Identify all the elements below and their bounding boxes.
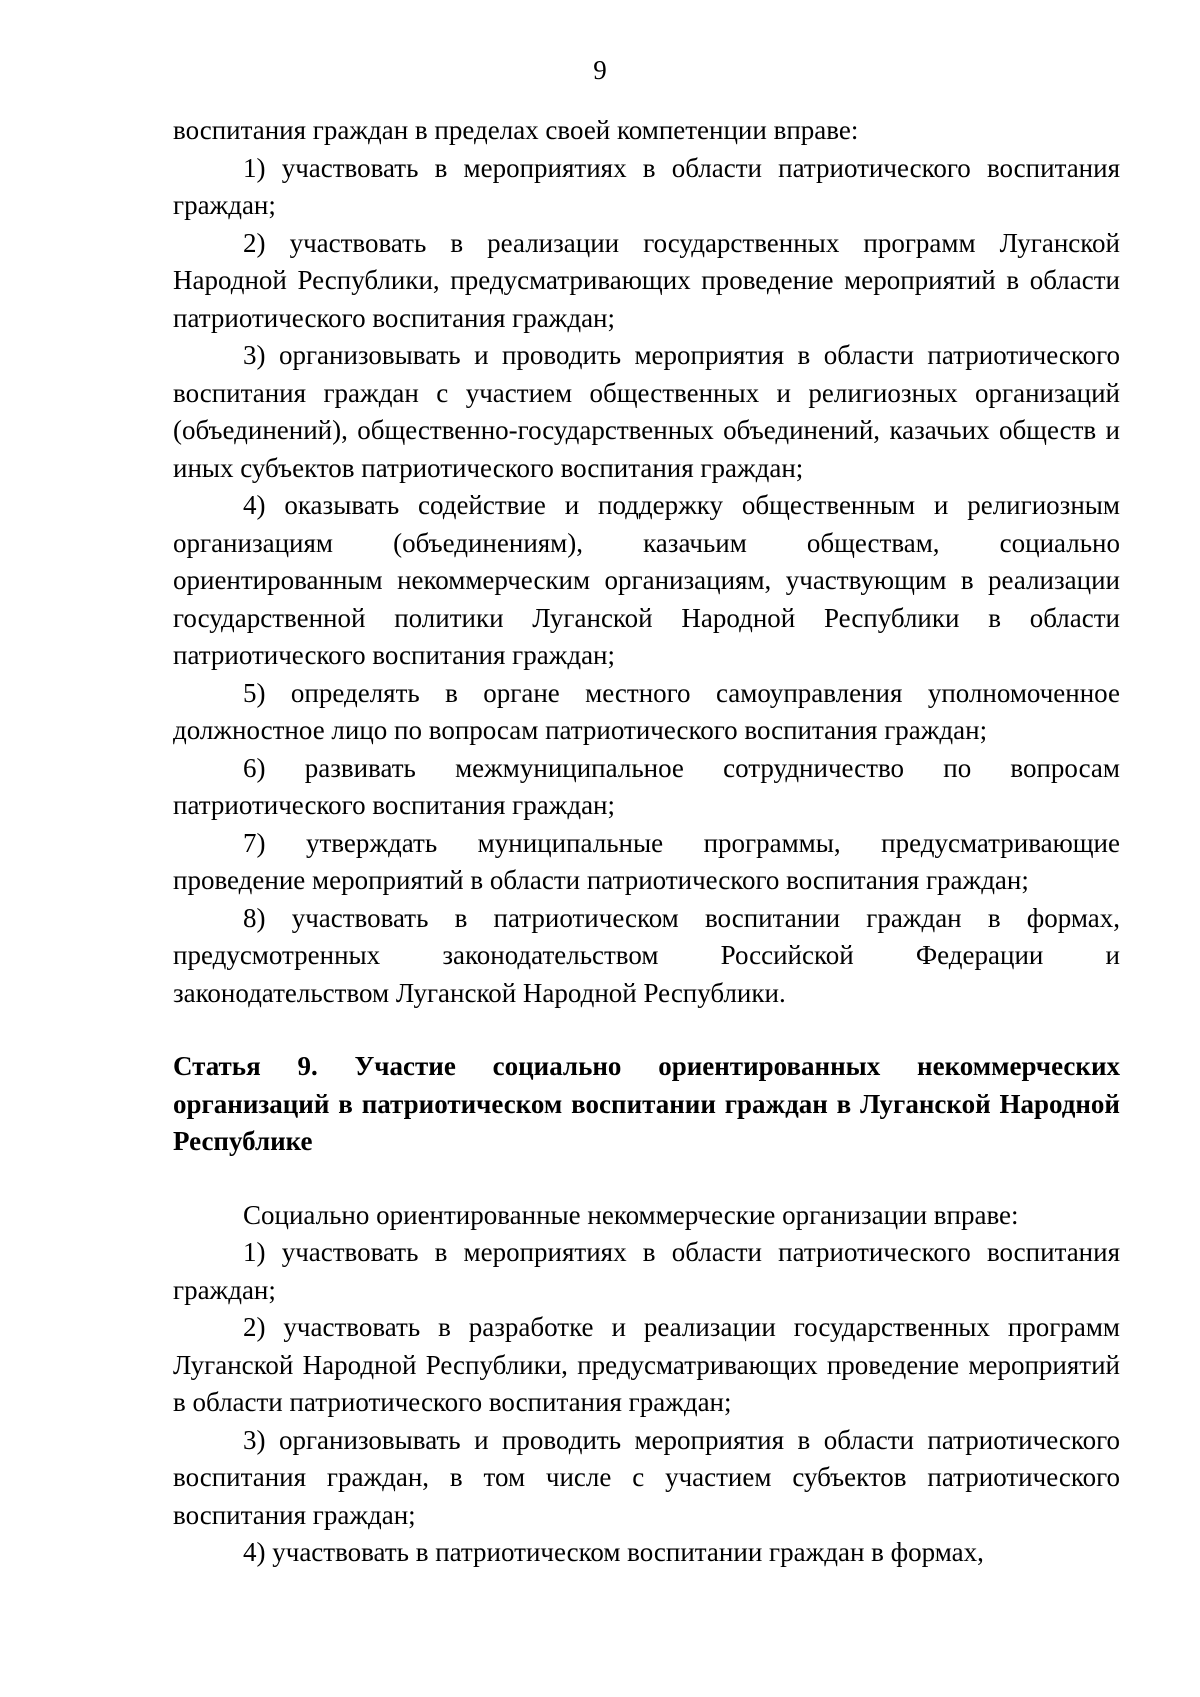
page-number: 9 [593,55,607,85]
list-item: 8) участвовать в патриотическом воспитании граждан в формах, предусмотренных законодательством Российской Федерации и законодательством Луганской Народной Республики. [173,902,1120,1008]
list-item: 7) утверждать муниципальные программы, предусматривающие проведение мероприятий в области патриотического воспитания граждан; [173,827,1120,895]
document-body [173,112,1120,1572]
list-item: 4) оказывать содействие и поддержку общественным и религиозным организациям (объединениям), казачьим обществам, социально ориентированным некоммерческим организациям, участвующим в реализации государственной политики Луганской Народной Республики в области патриотического воспитания граждан; [173,490,1120,670]
list-item: 3) организовывать и проводить мероприятия в области патриотического воспитания граждан, в том числе с участием субъектов патриотического воспитания граждан; [173,1424,1120,1530]
article-intro: Социально ориентированные некоммерческие организации вправе: [243,1199,1019,1230]
article-heading: Статья 9. Участие социально ориентированных некоммерческих организаций в патриотическом воспитании граждан в Луганской Народной Республике [173,1051,1120,1156]
lead-line: воспитания граждан в пределах своей компетенции вправе: [173,115,859,145]
list-item: 1) участвовать в мероприятиях в области патриотического воспитания граждан; [173,1237,1120,1305]
list-item: 2) участвовать в разработке и реализации государственных программ Луганской Народной Республики, предусматривающих проведение мероприятий в области патриотического воспитания граждан; [173,1312,1120,1417]
list-item: 2) участвовать в реализации государственных программ Луганской Народной Республики, предусматривающих проведение мероприятий в области патриотического воспитания граждан; [173,227,1120,333]
list-item: 4) участвовать в патриотическом воспитании граждан в формах, [243,1537,984,1567]
list-item: 1) участвовать в мероприятиях в области патриотического воспитания граждан; [173,152,1120,220]
list-item: 6) развивать межмуниципальное сотрудничество по вопросам патриотического воспитания граждан; [173,752,1120,820]
list-item: 3) организовывать и проводить мероприятия в области патриотического воспитания граждан с участием общественных и религиозных организаций (объединений), общественно-государственных объединений, казачьих обществ и иных субъектов патриотического воспитания граждан; [173,340,1120,483]
list-item: 5) определять в органе местного самоуправления уполномоченное должностное лицо по вопросам патриотического воспитания граждан; [173,677,1120,745]
